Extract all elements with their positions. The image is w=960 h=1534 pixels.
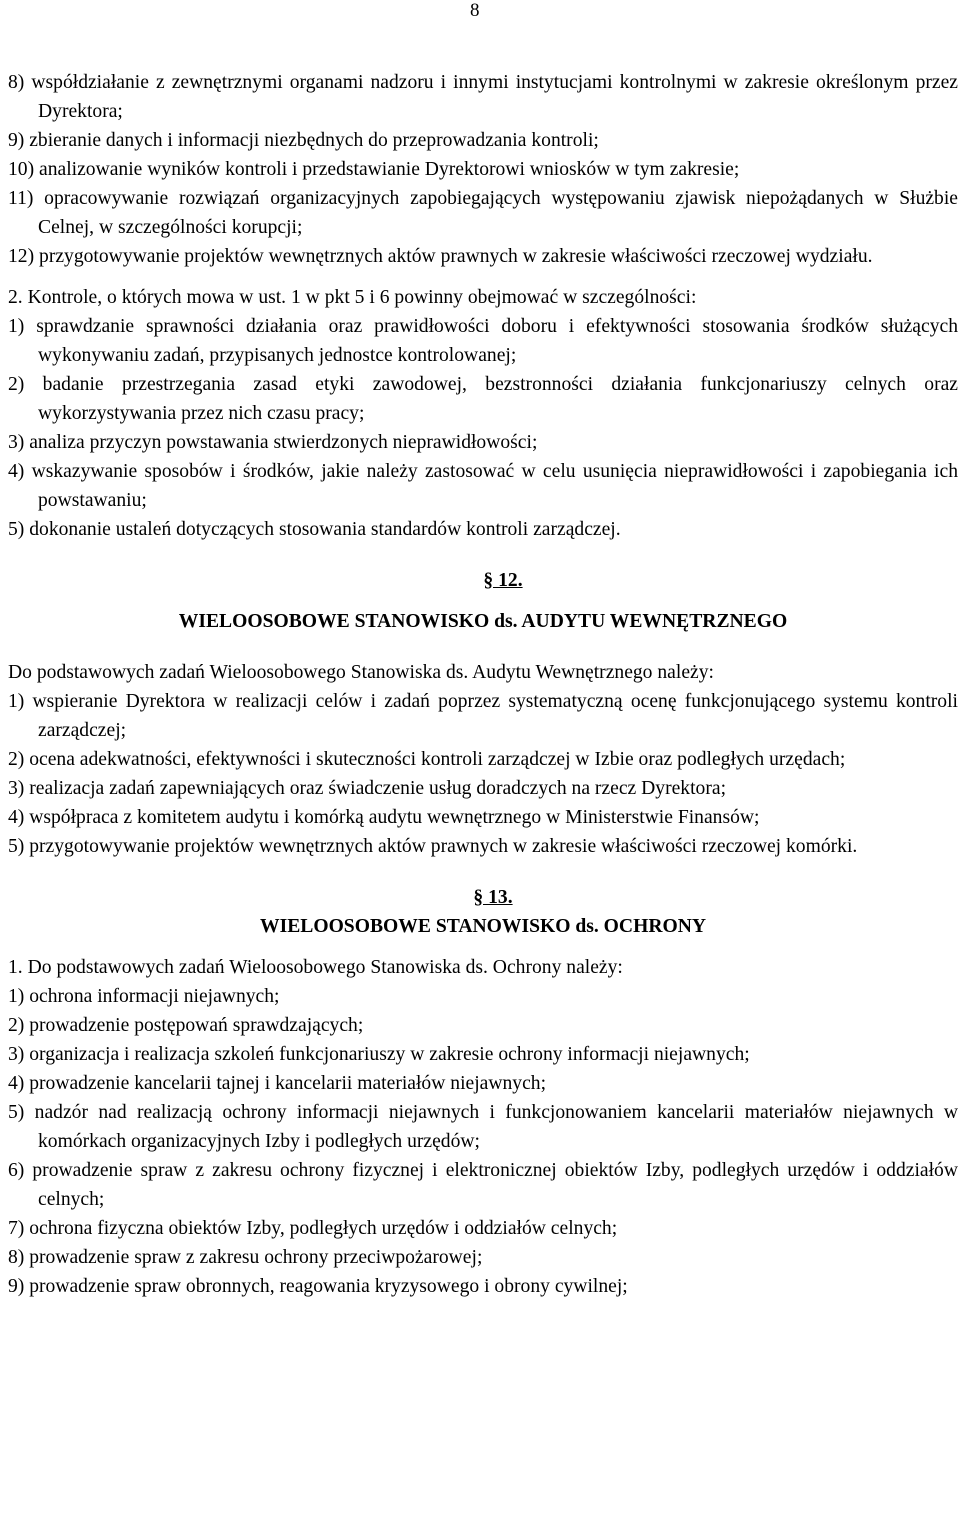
list-item: 5) nadzór nad realizacją ochrony informacji niejawnych i funkcjonowaniem kancelarii materiałów niejawnych w komórkach organizacyjnych Izby i podległych urzędów; — [8, 1102, 958, 1152]
list-item: 10) analizowanie wyników kontroli i przedstawianie Dyrektorowi wniosków w tym zakresie; — [8, 159, 740, 180]
list-item: 8) prowadzenie spraw z zakresu ochrony przeciwpożarowej; — [8, 1247, 483, 1268]
list-item: 9) prowadzenie spraw obronnych, reagowania kryzysowego i obrony cywilnej; — [8, 1276, 628, 1297]
section-title: WIELOOSOBOWE STANOWISKO ds. OCHRONY — [259, 916, 707, 937]
list-item: 3) organizacja i realizacja szkoleń funkcjonariuszy w zakresie ochrony informacji niejawnych; — [8, 1044, 750, 1065]
list-item: 8) współdziałanie z zewnętrznymi organami nadzoru i innymi instytucjami kontrolnymi w zakresie określonym przez Dyrektora; — [8, 72, 958, 122]
document-body — [8, 68, 958, 1301]
list-item: 1) sprawdzanie sprawności działania oraz prawidłowości doboru i efektywności stosowania środków służących wykonywaniu zadań, przypisanych jednostce kontrolowanej; — [8, 316, 958, 366]
page-number: 8 — [470, 0, 480, 21]
list-item: 4) wskazywanie sposobów i środków, jakie należy zastosować w celu usunięcia nieprawidłowości i zapobiegania ich powstawaniu; — [8, 461, 958, 511]
list-item: 3) analiza przyczyn powstawania stwierdzonych nieprawidłowości; — [8, 432, 538, 453]
list-item: 4) prowadzenie kancelarii tajnej i kancelarii materiałów niejawnych; — [8, 1073, 547, 1094]
list-item: 4) współpraca z komitetem audytu i komórką audytu wewnętrznego w Ministerstwie Finansów; — [8, 807, 760, 828]
section-intro: Do podstawowych zadań Wieloosobowego Stanowiska ds. Audytu Wewnętrznego należy: — [8, 662, 714, 683]
list-item: 5) dokonanie ustaleń dotyczących stosowania standardów kontroli zarządczej. — [8, 519, 621, 540]
list-item: 2) badanie przestrzegania zasad etyki zawodowej, bezstronności działania funkcjonariuszy celnych oraz wykorzystywania przez nich czasu pracy; — [8, 374, 958, 424]
list-item: 12) przygotowywanie projektów wewnętrznych aktów prawnych w zakresie właściwości rzeczowej wydziału. — [8, 246, 873, 267]
list-item: 9) zbieranie danych i informacji niezbędnych do przeprowadzania kontroli; — [8, 130, 599, 151]
list-item: 1) wspieranie Dyrektora w realizacji celów i zadań poprzez systematyczną ocenę funkcjonującego systemu kontroli zarządczej; — [8, 691, 958, 741]
list-item: 11) opracowywanie rozwiązań organizacyjnych zapobiegających występowaniu zjawisk niepożądanych w Służbie Celnej, w szczególności korupcji; — [8, 188, 958, 238]
list-item: 2) ocena adekwatności, efektywności i skuteczności kontroli zarządczej w Izbie oraz podległych urzędach; — [8, 749, 846, 770]
list-item: 1) ochrona informacji niejawnych; — [8, 986, 280, 1007]
list-item: 2) prowadzenie postępowań sprawdzających; — [8, 1015, 364, 1036]
list-item: 7) ochrona fizyczna obiektów Izby, podległych urzędów i oddziałów celnych; — [8, 1218, 618, 1239]
section-title: WIELOOSOBOWE STANOWISKO ds. AUDYTU WEWNĘTRZNEGO — [178, 611, 788, 632]
list-item: 3) realizacja zadań zapewniających oraz świadczenie usług doradczych na rzecz Dyrektora; — [8, 778, 727, 799]
section-number: § 13. — [473, 887, 513, 908]
section-intro: 1. Do podstawowych zadań Wieloosobowego Stanowiska ds. Ochrony należy: — [8, 957, 623, 978]
list-item: 5) przygotowywanie projektów wewnętrznych aktów prawnych w zakresie właściwości rzeczowej komórki. — [8, 836, 858, 857]
list-item: 6) prowadzenie spraw z zakresu ochrony fizycznej i elektronicznej obiektów Izby, podległych urzędów i oddziałów celnych; — [8, 1160, 958, 1210]
section-number: § 12. — [483, 570, 523, 591]
paragraph-intro: 2. Kontrole, o których mowa w ust. 1 w pkt 5 i 6 powinny obejmować w szczególności: — [8, 287, 697, 308]
